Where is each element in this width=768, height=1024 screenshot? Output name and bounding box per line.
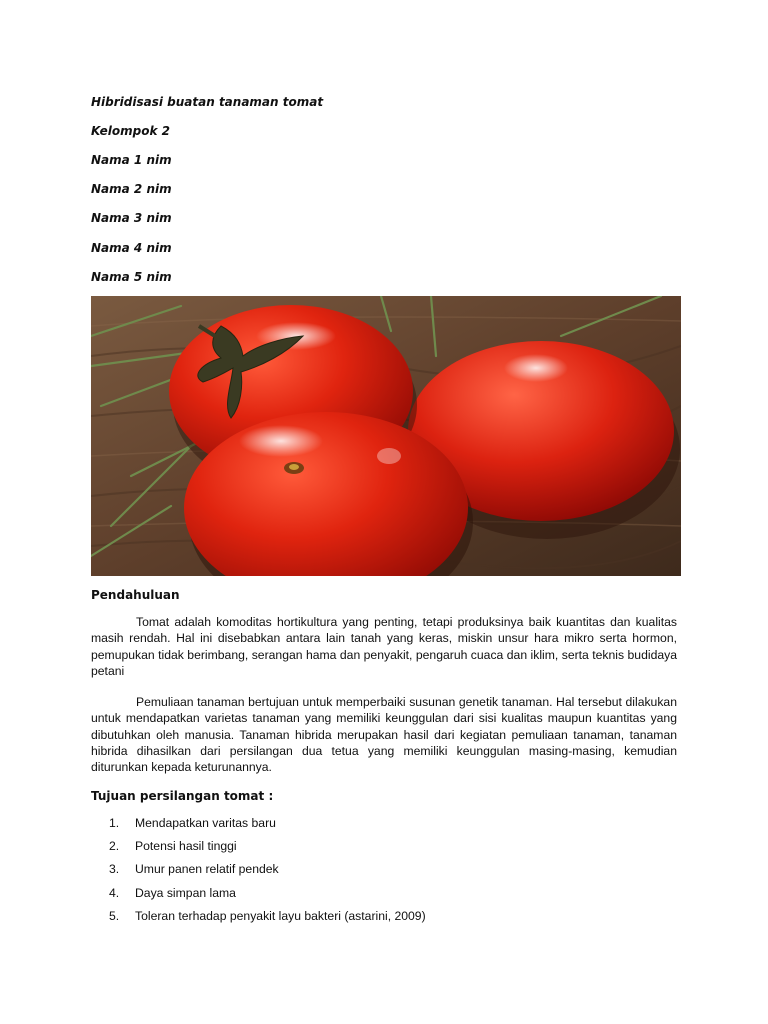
list-item-text: Potensi hasil tinggi bbox=[135, 839, 237, 854]
document-title: Hibridisasi buatan tanaman tomat bbox=[91, 95, 324, 109]
intro-paragraph-1: Tomat adalah komoditas hortikultura yang penting, tetapi produksinya baik kuantitas dan kualitas masih rendah. Hal ini disebabkan antara lain tanah yang keras, miskin unsur hara mikro serta hormon, pemupukan tidak berimbang, serangan hama dan penyakit, pengaruh cuaca dan iklim, serta teknis budidaya petani bbox=[91, 615, 677, 678]
member-5: Nama 5 nim bbox=[91, 270, 172, 284]
list-item-number: 2. bbox=[109, 839, 120, 854]
list-item-number: 4. bbox=[109, 885, 120, 900]
intro-heading: Pendahuluan bbox=[91, 588, 180, 602]
list-item-text: Daya simpan lama bbox=[135, 885, 236, 900]
group-label: Kelompok 2 bbox=[91, 124, 170, 138]
member-3: Nama 3 nim bbox=[91, 211, 172, 225]
document-page bbox=[91, 0, 677, 1024]
list-item-text: Mendapatkan varitas baru bbox=[135, 816, 276, 830]
member-4: Nama 4 nim bbox=[91, 241, 172, 255]
goals-heading: Tujuan persilangan tomat : bbox=[91, 789, 274, 803]
list-item-number: 5. bbox=[109, 908, 120, 923]
tomato-photo bbox=[91, 296, 681, 576]
member-2: Nama 2 nim bbox=[91, 182, 172, 196]
member-1: Nama 1 nim bbox=[91, 153, 172, 167]
intro-paragraph-2: Pemuliaan tanaman bertujuan untuk memperbaiki susunan genetik tanaman. Hal tersebut dilakukan untuk mendapatkan varietas tanaman yang memiliki keunggulan dari sisi kualitas maupun kuantitas yang dibutuhkan oleh manusia. Tanaman hibrida merupakan hasil dari kegiatan pemuliaan tanaman, tanaman hibrida dihasilkan dari persilangan dua tetua yang memiliki keunggulan masing-masing, kemudian diturunkan kepada keturunannya. bbox=[91, 695, 677, 775]
list-item-text: Toleran terhadap penyakit layu bakteri (astarini, 2009) bbox=[135, 908, 426, 923]
list-item-text: Umur panen relatif pendek bbox=[135, 862, 279, 877]
list-item-number: 3. bbox=[109, 862, 120, 877]
list-item-number: 1. bbox=[109, 816, 120, 830]
